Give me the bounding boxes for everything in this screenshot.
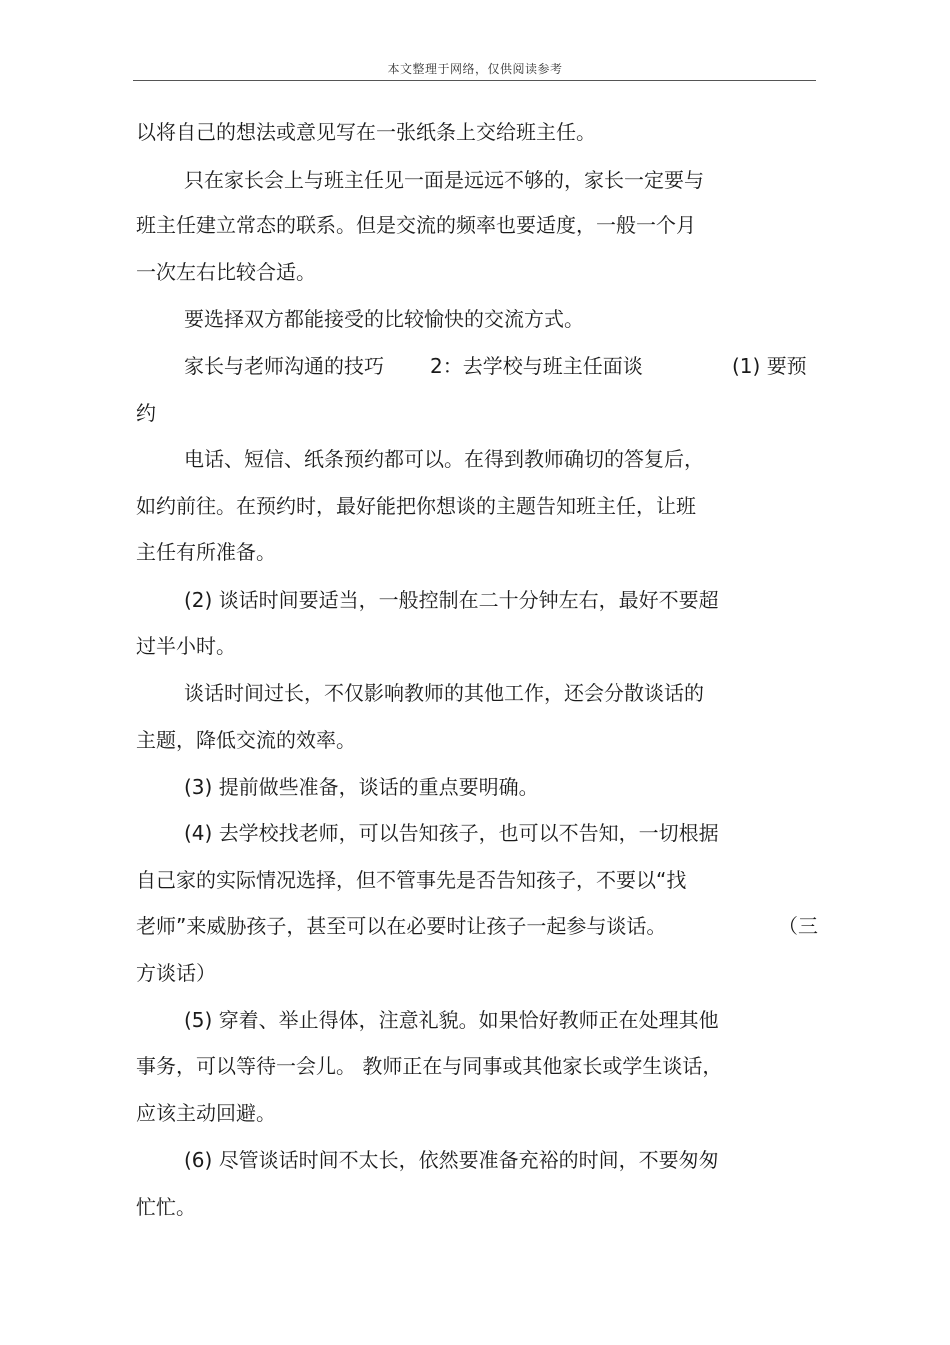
paragraph-line: 应该主动回避。 [136, 1101, 276, 1125]
paragraph-line: 忙忙。 [136, 1195, 196, 1219]
paragraph-line: 一次左右比较合适。 [136, 260, 316, 284]
paragraph-line: 只在家长会上与班主任见一面是远远不够的，家长一定要与 [184, 168, 704, 192]
paragraph-line: (3) 提前做些准备，谈话的重点要明确。 [184, 775, 539, 799]
paragraph-line: 谈话时间过长，不仅影响教师的其他工作，还会分散谈话的 [184, 681, 704, 705]
section-heading-part: 家长与老师沟通的技巧 [184, 354, 384, 378]
header-divider [133, 80, 816, 81]
paragraph-line: （三 [778, 914, 818, 938]
paragraph-line: (2) 谈话时间要适当，一般控制在二十分钟左右，最好不要超 [184, 588, 719, 612]
paragraph-line: 约 [136, 401, 156, 425]
page-header: 本文整理于网络，仅供阅读参考 [387, 62, 563, 76]
paragraph-line: 如约前往。在预约时，最好能把你想谈的主题告知班主任，让班 [136, 494, 696, 518]
paragraph-line: 事务，可以等待一会儿。 教师正在与同事或其他家长或学生谈话， [136, 1054, 723, 1078]
paragraph-line: 要选择双方都能接受的比较愉快的交流方式。 [184, 307, 584, 331]
section-heading-part: 2：去学校与班主任面谈 [430, 354, 643, 378]
paragraph-line: (4) 去学校找老师，可以告知孩子，也可以不告知，一切根据 [184, 821, 719, 845]
paragraph-line: 老师”来威胁孩子，甚至可以在必要时让孩子一起参与谈话。 [136, 914, 667, 938]
paragraph-line: (6) 尽管谈话时间不太长，依然要准备充裕的时间，不要匆匆 [184, 1148, 719, 1172]
paragraph-line: 电话、短信、纸条预约都可以。在得到教师确切的答复后， [184, 447, 704, 471]
paragraph-line: 自己家的实际情况选择，但不管事先是否告知孩子，不要以“找 [136, 868, 687, 892]
paragraph-line: 主题，降低交流的效率。 [136, 728, 356, 752]
paragraph-line: 方谈话） [136, 961, 216, 985]
paragraph-line: 以将自己的想法或意见写在一张纸条上交给班主任。 [136, 120, 596, 144]
section-heading-part: (1) 要预 [732, 354, 807, 378]
paragraph-line: 主任有所准备。 [136, 540, 276, 564]
paragraph-line: (5) 穿着、举止得体，注意礼貌。如果恰好教师正在处理其他 [184, 1008, 719, 1032]
paragraph-line: 班主任建立常态的联系。但是交流的频率也要适度，一般一个月 [136, 213, 696, 237]
paragraph-line: 过半小时。 [136, 634, 236, 658]
